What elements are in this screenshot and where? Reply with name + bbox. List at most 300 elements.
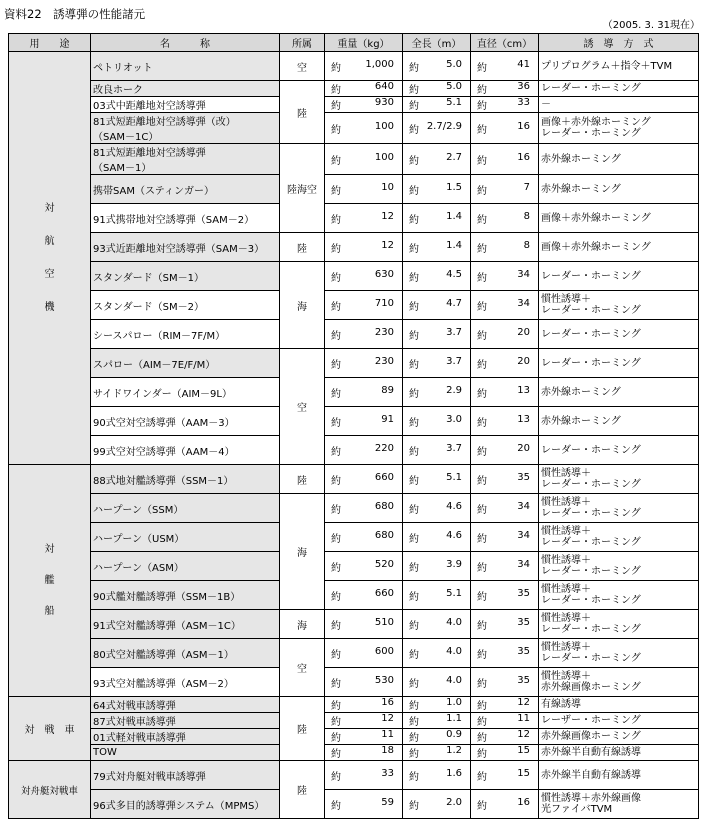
approx-mark: 約 [477,101,487,112]
value: 12 [517,697,530,708]
value: 16 [517,796,530,808]
approx-mark: 約 [409,504,419,516]
length-cell [403,745,471,761]
approx-mark: 約 [477,800,487,812]
diameter-cell [471,52,539,81]
guidance-line1: プリプログラム＋指令＋TVM [541,60,673,72]
approx-mark: 約 [477,85,487,96]
weight-cell [325,407,403,436]
category-char: 航 [44,236,55,247]
approx-mark: 約 [409,620,419,632]
weight-cell [325,729,403,745]
weight-cell [325,320,403,349]
length-cell [403,552,471,581]
diameter-cell [471,320,539,349]
weight-cell [325,349,403,378]
diameter-cell [471,713,539,729]
length-cell [403,233,471,262]
table-row [9,81,699,97]
guidance-cell [539,52,699,81]
missile-name [91,81,280,97]
guidance-cell [539,262,699,291]
guidance-line2: レーダー・ホーミング [541,128,641,139]
value: 5.1 [446,587,462,599]
missile-name [91,97,280,113]
missile-name [91,320,280,349]
length-cell [403,697,471,713]
value: 12 [381,210,394,222]
missile-name-line1: 88式地対艦誘導弾（SSM－1） [93,475,234,487]
weight-cell [325,761,403,790]
value: 33 [381,767,394,779]
approx-mark: 約 [477,124,487,136]
guidance-cell [539,175,699,204]
missile-name [91,668,280,697]
approx-mark: 約 [477,243,487,255]
length-cell [403,436,471,465]
unit-cell: 海 [280,494,325,610]
unit-cell: 陸 [280,697,325,761]
guidance-line1: 赤外線半自動有線誘導 [541,769,641,781]
length-cell [403,610,471,639]
table-row [9,745,699,761]
value: 34 [517,558,530,570]
guidance-cell [539,113,699,144]
guidance-cell [539,494,699,523]
table-row [9,465,699,494]
value: 660 [374,587,394,599]
unit-cell: 陸 [280,465,325,494]
unit-cell: 陸 [280,81,325,144]
guidance-line1: 赤外線ホーミング [541,183,621,195]
missile-name-line1: シースパロー（RIM－7F/M） [93,330,226,342]
missile-name-line2: （SAM－1） [93,163,152,174]
diameter-cell [471,436,539,465]
value: 680 [374,500,394,512]
approx-mark: 約 [409,562,419,574]
approx-mark: 約 [477,388,487,400]
value: 15 [517,767,530,779]
value: 530 [374,674,394,686]
value: 35 [517,674,530,686]
guidance-line1: 画像＋赤外線ホーミング [541,117,651,128]
guidance-line2: レーダー・ホーミング [541,624,641,635]
weight-cell [325,436,403,465]
table-row [9,668,699,697]
weight-cell [325,144,403,175]
guidance-cell [539,729,699,745]
approx-mark: 約 [477,155,487,167]
weight-cell [325,465,403,494]
approx-mark: 約 [409,649,419,661]
value: 20 [517,355,530,367]
approx-mark: 約 [477,678,487,690]
diameter-cell [471,494,539,523]
value: 13 [517,413,530,425]
length-cell [403,144,471,175]
value: 1.6 [446,767,462,779]
guidance-cell [539,465,699,494]
value: 3.7 [446,355,462,367]
missile-name [91,175,280,204]
approx-mark: 約 [331,701,341,712]
guidance-line1: 赤外線ホーミング [541,153,621,165]
weight-cell [325,262,403,291]
missile-name-line1: 改良ホーク [93,85,143,96]
diameter-cell [471,144,539,175]
col-header-name: 名 称 [91,34,280,52]
approx-mark: 約 [331,475,341,487]
approx-mark: 約 [409,733,419,744]
guidance-line1: レーダー・ホーミング [541,444,641,456]
value: 3.7 [446,326,462,338]
table-row [9,262,699,291]
value: 3.0 [446,413,462,425]
length-cell [403,639,471,668]
guidance-line1: 慣性誘導＋ [541,584,591,595]
value: 35 [517,471,530,483]
value: 600 [374,645,394,657]
approx-mark: 約 [409,717,419,728]
missile-name [91,494,280,523]
guidance-cell [539,204,699,233]
value: 12 [381,713,394,724]
missile-name [91,233,280,262]
value: 35 [517,645,530,657]
missile-name-line1: 81式短距離地対空誘導弾 [93,148,206,159]
diameter-cell [471,552,539,581]
length-cell [403,97,471,113]
value: 230 [374,326,394,338]
approx-mark: 約 [477,475,487,487]
missile-name [91,291,280,320]
guidance-line2: レーダー・ホーミング [541,479,641,490]
approx-mark: 約 [409,301,419,313]
value: 33 [517,97,530,108]
approx-mark: 約 [331,272,341,284]
weight-cell [325,233,403,262]
approx-mark: 約 [477,620,487,632]
guidance-cell [539,610,699,639]
diameter-cell [471,349,539,378]
table-row [9,175,699,204]
value: 34 [517,500,530,512]
approx-mark: 約 [477,185,487,197]
approx-mark: 約 [477,504,487,516]
unit-cell: 空 [280,349,325,465]
value: 35 [517,616,530,628]
approx-mark: 約 [409,475,419,487]
guidance-cell [539,349,699,378]
weight-cell [325,113,403,144]
value: 18 [381,745,394,756]
value: 1,000 [365,58,394,70]
value: 230 [374,355,394,367]
value: 930 [374,97,394,108]
approx-mark: 約 [477,359,487,371]
length-cell [403,761,471,790]
value: 4.0 [446,645,462,657]
approx-mark: 約 [477,533,487,545]
value: 11 [381,729,394,740]
value: 220 [374,442,394,454]
diameter-cell [471,581,539,610]
diameter-cell [471,465,539,494]
guidance-line1: 画像＋赤外線ホーミング [541,212,651,224]
weight-cell [325,97,403,113]
diameter-cell [471,291,539,320]
missile-name [91,745,280,761]
length-cell [403,320,471,349]
table-row [9,697,699,713]
guidance-line1: 慣性誘導＋ [541,294,591,305]
value: 5.1 [446,471,462,483]
guidance-line1: 慣性誘導＋ [541,671,591,682]
missile-name-line1: 90式艦対艦誘導弾（SSM－1B） [93,591,241,603]
missile-name-line1: ハープーン（USM） [93,533,185,545]
approx-mark: 約 [477,446,487,458]
missile-name-line1: スタンダード（SM－2） [93,301,204,313]
guidance-line1: 赤外線画像ホーミング [541,731,641,742]
category-char: 艦 [44,575,55,586]
approx-mark: 約 [331,678,341,690]
table-row [9,407,699,436]
weight-cell [325,697,403,713]
missile-name [91,144,280,175]
approx-mark: 約 [409,359,419,371]
approx-mark: 約 [477,591,487,603]
guidance-cell [539,436,699,465]
table-row [9,378,699,407]
diameter-cell [471,407,539,436]
guidance-cell [539,761,699,790]
missile-name-line1: 携帯SAM（スティンガー） [93,185,215,197]
table-row [9,144,699,175]
diameter-cell [471,262,539,291]
value: 5.0 [446,58,462,70]
category-anti-boat-tank: 対舟艇対戦車 [9,761,91,819]
missile-name-line1: ハープーン（ASM） [93,562,184,574]
value: 4.0 [446,616,462,628]
value: 100 [374,151,394,163]
approx-mark: 約 [331,417,341,429]
diameter-cell [471,233,539,262]
approx-mark: 約 [477,771,487,783]
guidance-line1: 慣性誘導＋ [541,642,591,653]
unit-cell: 海 [280,262,325,349]
approx-mark: 約 [331,185,341,197]
category-char: 空 [44,269,55,280]
guidance-line1: レーダー・ホーミング [541,270,641,282]
approx-mark: 約 [409,800,419,812]
guidance-cell [539,291,699,320]
guidance-cell [539,668,699,697]
value: 16 [517,151,530,163]
unit-cell: 海 [280,610,325,639]
diameter-cell [471,175,539,204]
value: 15 [517,745,530,756]
approx-mark: 約 [331,649,341,661]
unit-cell: 陸海空 [280,144,325,233]
table-row [9,494,699,523]
value: 8 [523,210,530,222]
approx-mark: 約 [477,330,487,342]
approx-mark: 約 [331,243,341,255]
category-char: 対 [44,203,55,214]
value: 710 [374,297,394,309]
col-header-use: 用 途 [9,34,91,52]
value: 91 [381,413,394,425]
approx-mark: 約 [331,591,341,603]
guidance-line1: レーザー・ホーミング [541,715,641,726]
guidance-cell [539,81,699,97]
length-cell [403,407,471,436]
weight-cell [325,790,403,819]
approx-mark: 約 [409,701,419,712]
value: 680 [374,529,394,541]
missile-name-line1: TOW [93,747,117,758]
length-cell [403,523,471,552]
diameter-cell [471,113,539,144]
table-row [9,523,699,552]
missile-name [91,436,280,465]
table-row [9,113,699,144]
approx-mark: 約 [477,214,487,226]
length-cell [403,668,471,697]
value: 4.6 [446,500,462,512]
length-cell [403,465,471,494]
guidance-cell [539,97,699,113]
category-anti-ship [9,465,91,697]
value: 1.4 [446,210,462,222]
guidance-line1: 慣性誘導＋ [541,497,591,508]
value: 59 [381,796,394,808]
weight-cell [325,639,403,668]
approx-mark: 約 [331,446,341,458]
approx-mark: 約 [331,124,341,136]
diameter-cell [471,639,539,668]
approx-mark: 約 [331,359,341,371]
approx-mark: 約 [409,124,419,136]
missile-name [91,465,280,494]
guidance-line1: レーダー・ホーミング [541,328,641,340]
table-row [9,52,699,81]
approx-mark: 約 [409,272,419,284]
guidance-cell [539,552,699,581]
guidance-line1: 慣性誘導＋ [541,555,591,566]
weight-cell [325,175,403,204]
missile-name-line1: スパロー（AIM－7E/F/M） [93,359,216,371]
weight-cell [325,52,403,81]
diameter-cell [471,697,539,713]
guidance-cell [539,639,699,668]
value: 660 [374,471,394,483]
category-char: 対 [44,544,55,555]
diameter-cell [471,523,539,552]
value: 3.9 [446,558,462,570]
table-row [9,291,699,320]
approx-mark: 約 [409,417,419,429]
value: 5.0 [446,81,462,92]
missile-name [91,790,280,819]
missile-name-line1: 96式多目的誘導弾システム（MPMS） [93,800,265,812]
missile-name-line1: 87式対戦車誘導弾 [93,717,176,728]
missile-name-line2: （SAM－1C） [93,132,159,143]
approx-mark: 約 [409,85,419,96]
missile-name-line1: 91式携帯地対空誘導弾（SAM－2） [93,214,255,226]
table-row [9,761,699,790]
value: 4.6 [446,529,462,541]
table-row [9,349,699,378]
approx-mark: 約 [409,62,419,74]
guidance-line2: レーダー・ホーミング [541,305,641,316]
guidance-line1: 慣性誘導＋ [541,613,591,624]
guidance-cell [539,407,699,436]
guidance-line1: 画像＋赤外線ホーミング [541,241,651,253]
missile-name [91,713,280,729]
weight-cell [325,745,403,761]
guidance-line2: レーダー・ホーミング [541,537,641,548]
value: 4.0 [446,674,462,686]
guidance-cell [539,790,699,819]
value: 34 [517,297,530,309]
approx-mark: 約 [331,733,341,744]
guidance-cell [539,233,699,262]
approx-mark: 約 [477,417,487,429]
missile-name-line1: ハープーン（SSM） [93,504,184,516]
diameter-cell [471,81,539,97]
length-cell [403,378,471,407]
guidance-cell [539,713,699,729]
table-row [9,97,699,113]
missile-name [91,581,280,610]
approx-mark: 約 [409,155,419,167]
category-anti-aircraft [9,52,91,465]
approx-mark: 約 [331,749,341,760]
missile-name-line1: 01式軽対戦車誘導弾 [93,733,186,744]
weight-cell [325,81,403,97]
missile-name-line1: 93式近距離地対空誘導弾（SAM－3） [93,243,265,255]
value: 4.7 [446,297,462,309]
table-row [9,233,699,262]
approx-mark: 約 [331,562,341,574]
table-row [9,639,699,668]
diameter-cell [471,204,539,233]
value: 20 [517,442,530,454]
diameter-cell [471,668,539,697]
approx-mark: 約 [477,733,487,744]
table-row [9,581,699,610]
guidance-line2: レーダー・ホーミング [541,595,641,606]
approx-mark: 約 [477,649,487,661]
missile-name-line1: 64式対戦車誘導弾 [93,701,176,712]
approx-mark: 約 [331,620,341,632]
approx-mark: 約 [409,330,419,342]
missile-name-line1: ペトリオット [93,62,153,74]
guidance-line1: 有線誘導 [541,699,581,710]
missile-name-line1: 90式空対空誘導弾（AAM－3） [93,417,235,429]
missile-name-line1: 91式空対艦誘導弾（ASM－1C） [93,620,241,632]
missile-name [91,697,280,713]
approx-mark: 約 [477,562,487,574]
length-cell [403,713,471,729]
value: 34 [517,268,530,280]
length-cell [403,790,471,819]
document-title: 資料22 誘導弾の性能諸元 [4,7,146,21]
value: 13 [517,384,530,396]
approx-mark: 約 [331,62,341,74]
length-cell [403,113,471,144]
